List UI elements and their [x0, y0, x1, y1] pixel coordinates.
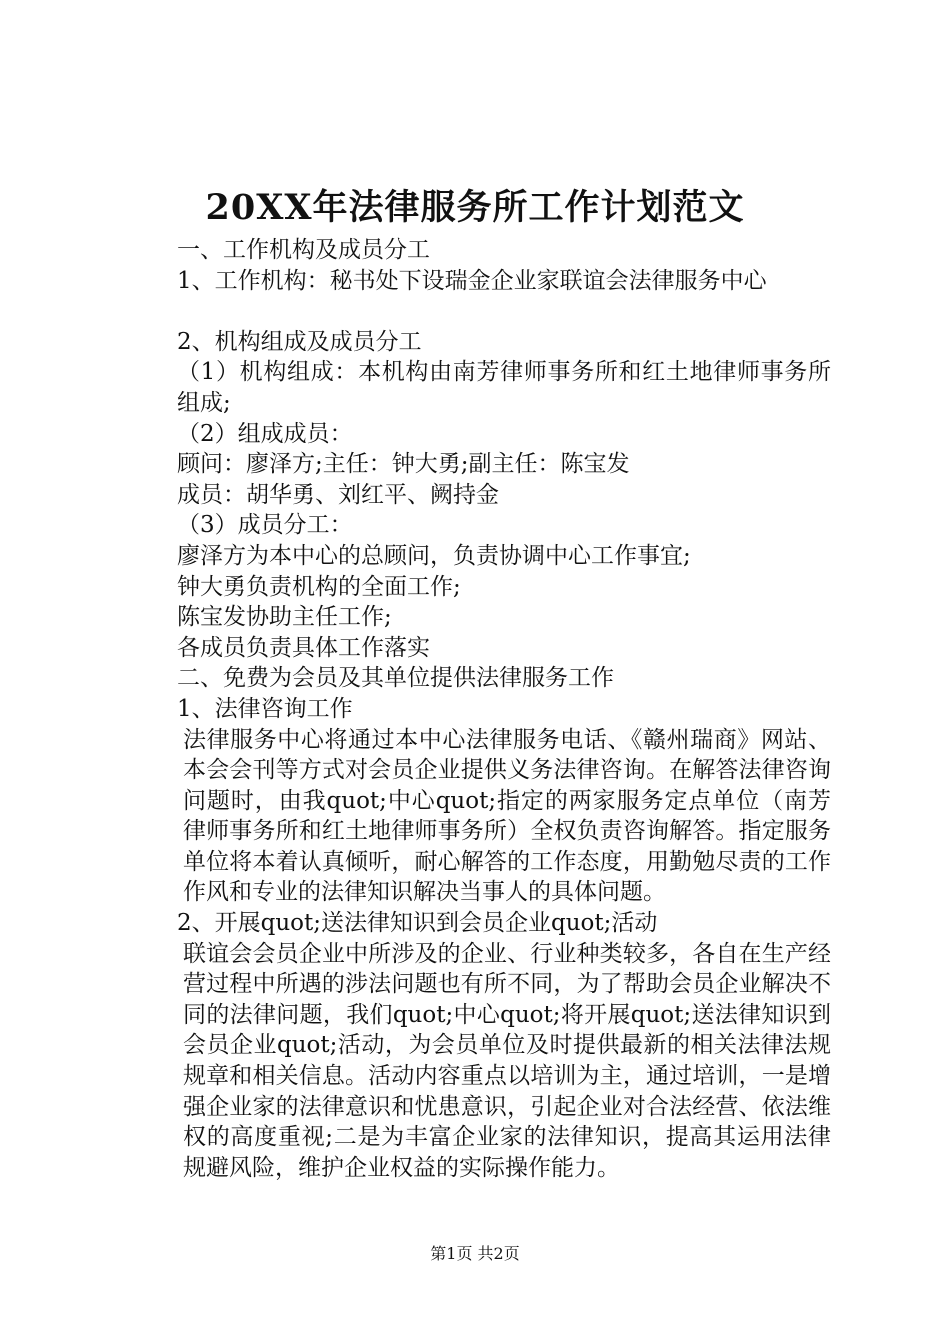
- paragraph: 联谊会会员企业中所涉及的企业、行业种类较多，各自在生产经营过程中所遇的涉法问题也有所不同，为了帮助会员企业解决不同的法律问题，我们quot;中心quot;将开展quot;送法律知识到会员企业quot;活动，为会员单位及时提供最新的相关法律法规规章和相关信息。活动内容重点以培训为主，通过培训，一是增强企业家的法律意识和忧患意识，引起企业对合法经营、依法维权的高度重视;二是为丰富企业家的法律知识，提高其运用法律规避风险，维护企业权益的实际操作能力。: [183, 940, 831, 1181]
- blank-line: [131, 296, 831, 327]
- paragraph: 廖泽方为本中心的总顾问，负责协调中心工作事宜;: [177, 542, 691, 569]
- paragraph: 各成员负责具体工作落实: [177, 634, 430, 661]
- paragraph: 1、工作机构：秘书处下设瑞金企业家联谊会法律服务中心: [177, 267, 767, 294]
- paragraph: （3）成员分工：: [177, 512, 353, 539]
- paragraph: 2、开展quot;送法律知识到会员企业quot;活动: [177, 910, 658, 937]
- paragraph: 1、法律咨询工作: [177, 695, 353, 722]
- paragraph: 陈宝发协助主任工作;: [177, 604, 392, 631]
- paragraph: 法律服务中心将通过本中心法律服务电话、《赣州瑞商》网站、本会会刊等方式对会员企业提供义务法律咨询。在解答法律咨询问题时，由我quot;中心quot;指定的两家服务定点单位（南芳律师事务所和红土地律师事务所）全权负责咨询解答。指定服务单位将本着认真倾听，耐心解答的工作态度，用勤勉尽责的工作作风和专业的法律知识解决当事人的具体问题。: [183, 726, 831, 906]
- paragraph: 成员：胡华勇、刘红平、阙持金: [177, 481, 499, 508]
- document-title: 20XX年法律服务所工作计划范文: [205, 187, 745, 228]
- page-footer: 第1页 共2页: [430, 1244, 520, 1263]
- section-heading: 一、工作机构及成员分工: [177, 237, 430, 263]
- paragraph: 顾问：廖泽方;主任：钟大勇;副主任：陈宝发: [177, 451, 630, 478]
- paragraph: 2、机构组成及成员分工: [177, 328, 422, 355]
- paragraph: 钟大勇负责机构的全面工作;: [177, 573, 461, 600]
- section-heading: 二、免费为会员及其单位提供法律服务工作: [177, 665, 614, 692]
- paragraph: （2）组成成员：: [177, 420, 353, 447]
- document-body: [131, 235, 831, 1183]
- paragraph: （1）机构组成：本机构由南芳律师事务所和红土地律师事务所组成;: [177, 359, 831, 416]
